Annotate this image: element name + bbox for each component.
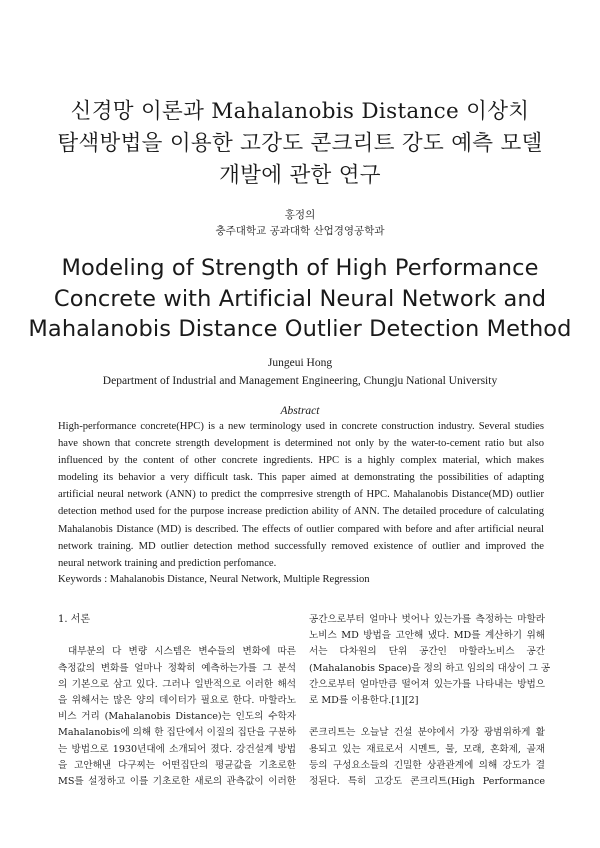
paragraph-gap: [58, 628, 296, 644]
body-line: 을 고안해낸 다구찌는 어떤집단의 평균값을 기초로한: [58, 759, 296, 771]
english-author: Jungeui Hong: [267, 357, 333, 369]
abstract-line: Mahalanobis Distance (MD) is described. The effects of outlier compared with before and after artificial neural: [58, 523, 544, 535]
section-heading: 1. 서론: [58, 614, 91, 625]
body-line: 는 방법으로 1930년대에 소개되어 졌다. 강건설계 방법: [58, 743, 296, 755]
right-column: [309, 612, 551, 790]
english-title-line: Concrete with Artificial Neural Network and: [53, 285, 547, 312]
body-line: 로 MD를 이용한다.[1][2]: [309, 695, 419, 707]
body-line: 의 기본으로 삼고 있다. 그러나 일반적으로 이러한 해석: [58, 678, 296, 690]
body-line: 서는 다차원의 단위 공간인 마할라노비스 공간: [309, 646, 545, 658]
abstract-heading: Abstract: [280, 405, 320, 417]
korean-title-line: 신경망 이론과 Mahalanobis Distance 이상치: [70, 99, 530, 124]
korean-title-line: 탐색방법을 이용한 고강도 콘크리트 강도 예측 모델: [57, 131, 543, 156]
abstract-line: High-performance concrete(HPC) is a new terminology used in concrete construction industry. Several studies: [58, 421, 544, 432]
body-line: 정된다. 특히 고강도 콘크리트(High Performance: [309, 776, 545, 788]
body-line: Mahalanobis에 의해 한 집단에서 이질의 집단을 구분하: [58, 727, 297, 739]
body-line: 용되고 있는 재료로서 시멘트, 물, 모래, 혼화제, 골재: [309, 743, 545, 755]
body-line: 간으로부터 얼마만큼 떨어져 있는가를 나타내는 방법으: [309, 678, 545, 690]
body-line: 등의 구성요소들의 긴밀한 상관관계에 의해 강도가 결: [309, 759, 545, 771]
abstract-line: artificial neural network (ANN) to predict the comprresive strength of HPC. Mahalanobis Distance(MD) outlier: [58, 489, 544, 501]
korean-title-line: 개발에 관한 연구: [219, 163, 381, 188]
paragraph-gap: [309, 709, 545, 725]
english-affiliation: Department of Industrial and Management Engineering, Chungju National University: [102, 375, 498, 387]
abstract-line: network training. MD outlier detection method successfully removed existence of outlier and improved the: [58, 540, 544, 552]
abstract-line: influenced by the content of other concrete ingredients. HPC is a highly complex material, which makes: [58, 455, 544, 467]
body-line: 을 위해서는 많은 양의 데이터가 필요로 한다. 마할라노: [58, 695, 296, 706]
body-line: 대부분의 다 변량 시스템은 변수들의 변화에 따른: [68, 646, 296, 658]
english-title-line: Mahalanobis Distance Outlier Detection Method: [28, 316, 572, 342]
abstract-line: detection method used for the purpose increase prediction ability of ANN. The detailed procedure of calculating: [58, 506, 544, 518]
abstract-line: neural network training and prediction perfomance.: [58, 557, 277, 569]
body-line: 노비스 MD 방법을 고안해 냈다. MD를 계산하기 위해: [309, 630, 545, 642]
left-column: [58, 612, 296, 790]
body-line: MS를 설정하고 이를 기초로한 새로의 관측값이 이러한: [58, 776, 296, 788]
abstract-line: have shown that concrete strength development is determined not only by the water-to-cement ratio but also: [58, 438, 544, 450]
english-title: [20, 253, 580, 345]
english-title-line: Modeling of Strength of High Performance: [61, 255, 539, 281]
korean-author: 홍정의: [284, 209, 316, 221]
body-line: 비스 거리 (Mahalanobis Distance)는 인도의 수학자: [58, 711, 296, 723]
abstract-line: modeling its behavior a very difficult task. This paper aimed at demonstrating the possibilities of adapting: [58, 472, 544, 484]
body-line: 측정값의 변화를 얼마나 정확히 예측하는가를 그 분석: [58, 662, 296, 674]
korean-title: [30, 96, 570, 192]
abstract-body: [58, 418, 544, 572]
keywords: Keywords : Mahalanobis Distance, Neural Network, Multiple Regression: [58, 574, 370, 585]
body-line: (Mahalanobis Space)을 정의 하고 임의의 대상이 그 공: [309, 662, 551, 674]
body-line: 콘크리트는 오늘날 건설 분야에서 가장 광범위하게 활: [309, 727, 545, 739]
body-line: 공간으로부터 얼마나 벗어나 있는가를 측정하는 마할라: [309, 614, 545, 625]
korean-affiliation: 충주대학교 공과대학 산업경영공학과: [215, 225, 385, 237]
